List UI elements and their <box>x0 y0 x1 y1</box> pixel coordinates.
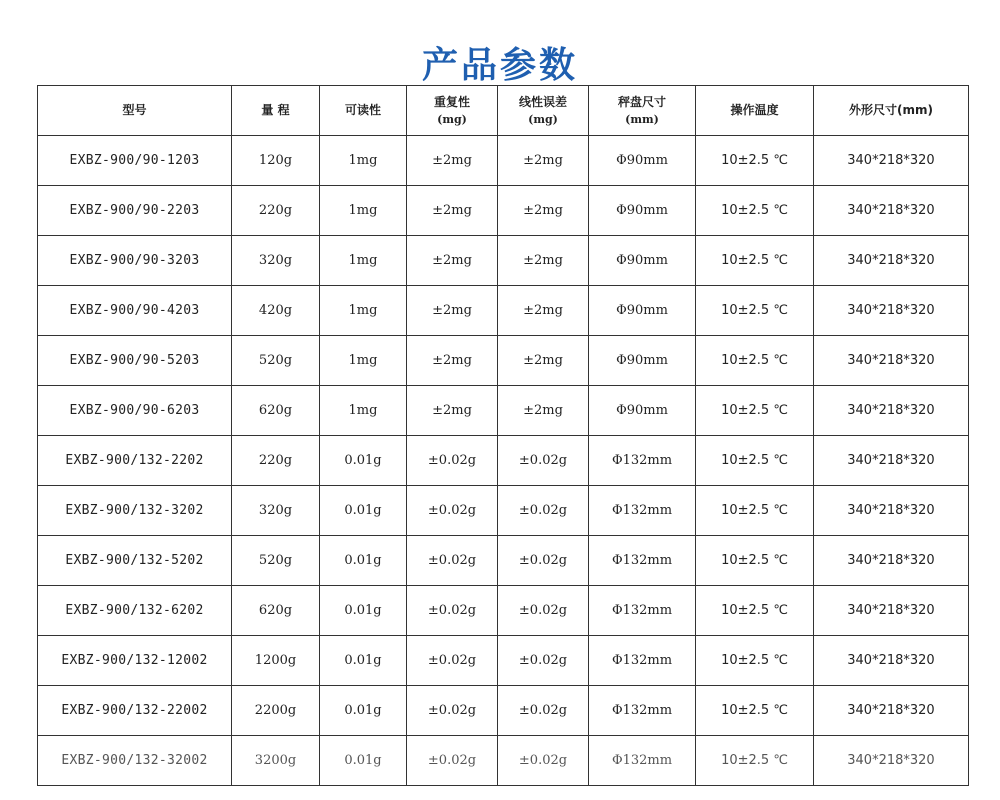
cell-repeatability: ±2mg <box>407 336 498 386</box>
table-body <box>38 136 969 786</box>
cell-pan-size: Φ90mm <box>589 286 696 336</box>
header-row <box>38 86 969 136</box>
cell-model: EXBZ-900/132-2202 <box>38 436 232 486</box>
cell-repeatability: ±0.02g <box>407 536 498 586</box>
header-unit: (mg) <box>437 112 467 126</box>
cell-dimensions: 340*218*320 <box>814 636 969 686</box>
cell-repeatability: ±2mg <box>407 286 498 336</box>
header-pan-size <box>589 86 696 136</box>
cell-repeatability: ±0.02g <box>407 736 498 786</box>
table-row <box>38 336 969 386</box>
cell-repeatability: ±0.02g <box>407 436 498 486</box>
cell-dimensions: 340*218*320 <box>814 386 969 436</box>
header-label: 量 程 <box>261 103 290 117</box>
cell-capacity: 120g <box>232 136 320 186</box>
cell-model: EXBZ-900/90-2203 <box>38 186 232 236</box>
cell-capacity: 2200g <box>232 686 320 736</box>
table-header <box>38 86 969 136</box>
cell-pan-size: Φ90mm <box>589 336 696 386</box>
cell-capacity: 320g <box>232 236 320 286</box>
header-label: 可读性 <box>344 103 381 117</box>
header-label: 线性误差 <box>518 94 567 109</box>
product-spec-table <box>37 85 969 786</box>
cell-readability: 0.01g <box>320 486 407 536</box>
cell-model: EXBZ-900/90-3203 <box>38 236 232 286</box>
table-row <box>38 686 969 736</box>
cell-repeatability: ±0.02g <box>407 486 498 536</box>
cell-linearity: ±0.02g <box>498 486 589 536</box>
cell-repeatability: ±0.02g <box>407 636 498 686</box>
cell-pan-size: Φ90mm <box>589 386 696 436</box>
cell-capacity: 620g <box>232 386 320 436</box>
cell-temperature: 10±2.5 ℃ <box>696 286 814 336</box>
cell-temperature: 10±2.5 ℃ <box>696 536 814 586</box>
cell-model: EXBZ-900/90-5203 <box>38 336 232 386</box>
cell-pan-size: Φ90mm <box>589 186 696 236</box>
header-linearity <box>498 86 589 136</box>
cell-readability: 1mg <box>320 286 407 336</box>
cell-capacity: 3200g <box>232 736 320 786</box>
table-row <box>38 186 969 236</box>
cell-model: EXBZ-900/90-1203 <box>38 136 232 186</box>
table-row <box>38 236 969 286</box>
cell-repeatability: ±2mg <box>407 386 498 436</box>
header-label: 外形尺寸(mm) <box>849 103 933 117</box>
header-label: 重复性 <box>433 94 470 109</box>
header-unit: (mm) <box>625 112 659 126</box>
cell-linearity: ±2mg <box>498 386 589 436</box>
cell-readability: 1mg <box>320 136 407 186</box>
header-readability <box>320 86 407 136</box>
cell-temperature: 10±2.5 ℃ <box>696 186 814 236</box>
cell-temperature: 10±2.5 ℃ <box>696 386 814 436</box>
cell-readability: 1mg <box>320 186 407 236</box>
cell-linearity: ±0.02g <box>498 436 589 486</box>
cell-pan-size: Φ132mm <box>589 636 696 686</box>
cell-dimensions: 340*218*320 <box>814 336 969 386</box>
cell-temperature: 10±2.5 ℃ <box>696 636 814 686</box>
cell-model: EXBZ-900/90-4203 <box>38 286 232 336</box>
cell-dimensions: 340*218*320 <box>814 736 969 786</box>
header-dimensions <box>814 86 969 136</box>
header-temperature <box>696 86 814 136</box>
cell-dimensions: 340*218*320 <box>814 436 969 486</box>
cell-repeatability: ±0.02g <box>407 686 498 736</box>
cell-temperature: 10±2.5 ℃ <box>696 686 814 736</box>
cell-repeatability: ±2mg <box>407 136 498 186</box>
cell-readability: 0.01g <box>320 736 407 786</box>
cell-repeatability: ±2mg <box>407 236 498 286</box>
cell-linearity: ±0.02g <box>498 686 589 736</box>
cell-capacity: 520g <box>232 536 320 586</box>
cell-temperature: 10±2.5 ℃ <box>696 486 814 536</box>
cell-dimensions: 340*218*320 <box>814 486 969 536</box>
cell-dimensions: 340*218*320 <box>814 286 969 336</box>
cell-model: EXBZ-900/132-32002 <box>38 736 232 786</box>
cell-linearity: ±2mg <box>498 136 589 186</box>
cell-readability: 0.01g <box>320 586 407 636</box>
header-capacity <box>232 86 320 136</box>
cell-pan-size: Φ132mm <box>589 536 696 586</box>
cell-dimensions: 340*218*320 <box>814 686 969 736</box>
cell-dimensions: 340*218*320 <box>814 536 969 586</box>
cell-dimensions: 340*218*320 <box>814 236 969 286</box>
cell-linearity: ±2mg <box>498 336 589 386</box>
cell-linearity: ±0.02g <box>498 536 589 586</box>
header-label: 操作温度 <box>730 103 779 117</box>
cell-capacity: 620g <box>232 586 320 636</box>
cell-model: EXBZ-900/132-12002 <box>38 636 232 686</box>
table-row <box>38 486 969 536</box>
cell-readability: 1mg <box>320 386 407 436</box>
cell-dimensions: 340*218*320 <box>814 586 969 636</box>
cell-model: EXBZ-900/90-6203 <box>38 386 232 436</box>
cell-temperature: 10±2.5 ℃ <box>696 436 814 486</box>
cell-model: EXBZ-900/132-3202 <box>38 486 232 536</box>
cell-capacity: 320g <box>232 486 320 536</box>
cell-model: EXBZ-900/132-22002 <box>38 686 232 736</box>
header-unit: (mg) <box>528 112 558 126</box>
cell-temperature: 10±2.5 ℃ <box>696 136 814 186</box>
header-label: 型号 <box>122 103 147 117</box>
cell-capacity: 520g <box>232 336 320 386</box>
cell-capacity: 420g <box>232 286 320 336</box>
table-row <box>38 536 969 586</box>
cell-capacity: 1200g <box>232 636 320 686</box>
table-row <box>38 386 969 436</box>
cell-model: EXBZ-900/132-6202 <box>38 586 232 636</box>
cell-capacity: 220g <box>232 186 320 236</box>
cell-pan-size: Φ90mm <box>589 136 696 186</box>
cell-temperature: 10±2.5 ℃ <box>696 336 814 386</box>
cell-pan-size: Φ132mm <box>589 486 696 536</box>
cell-pan-size: Φ132mm <box>589 686 696 736</box>
cell-pan-size: Φ90mm <box>589 236 696 286</box>
cell-repeatability: ±2mg <box>407 186 498 236</box>
cell-dimensions: 340*218*320 <box>814 186 969 236</box>
cell-pan-size: Φ132mm <box>589 586 696 636</box>
cell-pan-size: Φ132mm <box>589 436 696 486</box>
cell-readability: 1mg <box>320 236 407 286</box>
cell-model: EXBZ-900/132-5202 <box>38 536 232 586</box>
table-row <box>38 286 969 336</box>
cell-readability: 0.01g <box>320 536 407 586</box>
cell-linearity: ±2mg <box>498 236 589 286</box>
cell-temperature: 10±2.5 ℃ <box>696 236 814 286</box>
table-row <box>38 136 969 186</box>
cell-readability: 0.01g <box>320 686 407 736</box>
cell-temperature: 10±2.5 ℃ <box>696 736 814 786</box>
cell-linearity: ±0.02g <box>498 586 589 636</box>
cell-readability: 0.01g <box>320 436 407 486</box>
cell-readability: 1mg <box>320 336 407 386</box>
cell-repeatability: ±0.02g <box>407 586 498 636</box>
table-row <box>38 586 969 636</box>
cell-readability: 0.01g <box>320 636 407 686</box>
cell-linearity: ±0.02g <box>498 636 589 686</box>
header-repeatability <box>407 86 498 136</box>
table-row <box>38 436 969 486</box>
cell-dimensions: 340*218*320 <box>814 136 969 186</box>
cell-pan-size: Φ132mm <box>589 736 696 786</box>
header-label: 秤盘尺寸 <box>617 94 666 109</box>
cell-capacity: 220g <box>232 436 320 486</box>
cell-linearity: ±2mg <box>498 286 589 336</box>
table-row <box>38 636 969 686</box>
cell-linearity: ±0.02g <box>498 736 589 786</box>
cell-linearity: ±2mg <box>498 186 589 236</box>
cell-temperature: 10±2.5 ℃ <box>696 586 814 636</box>
table-row <box>38 736 969 786</box>
page-title: 产品参数 <box>421 45 578 87</box>
header-model <box>38 86 232 136</box>
